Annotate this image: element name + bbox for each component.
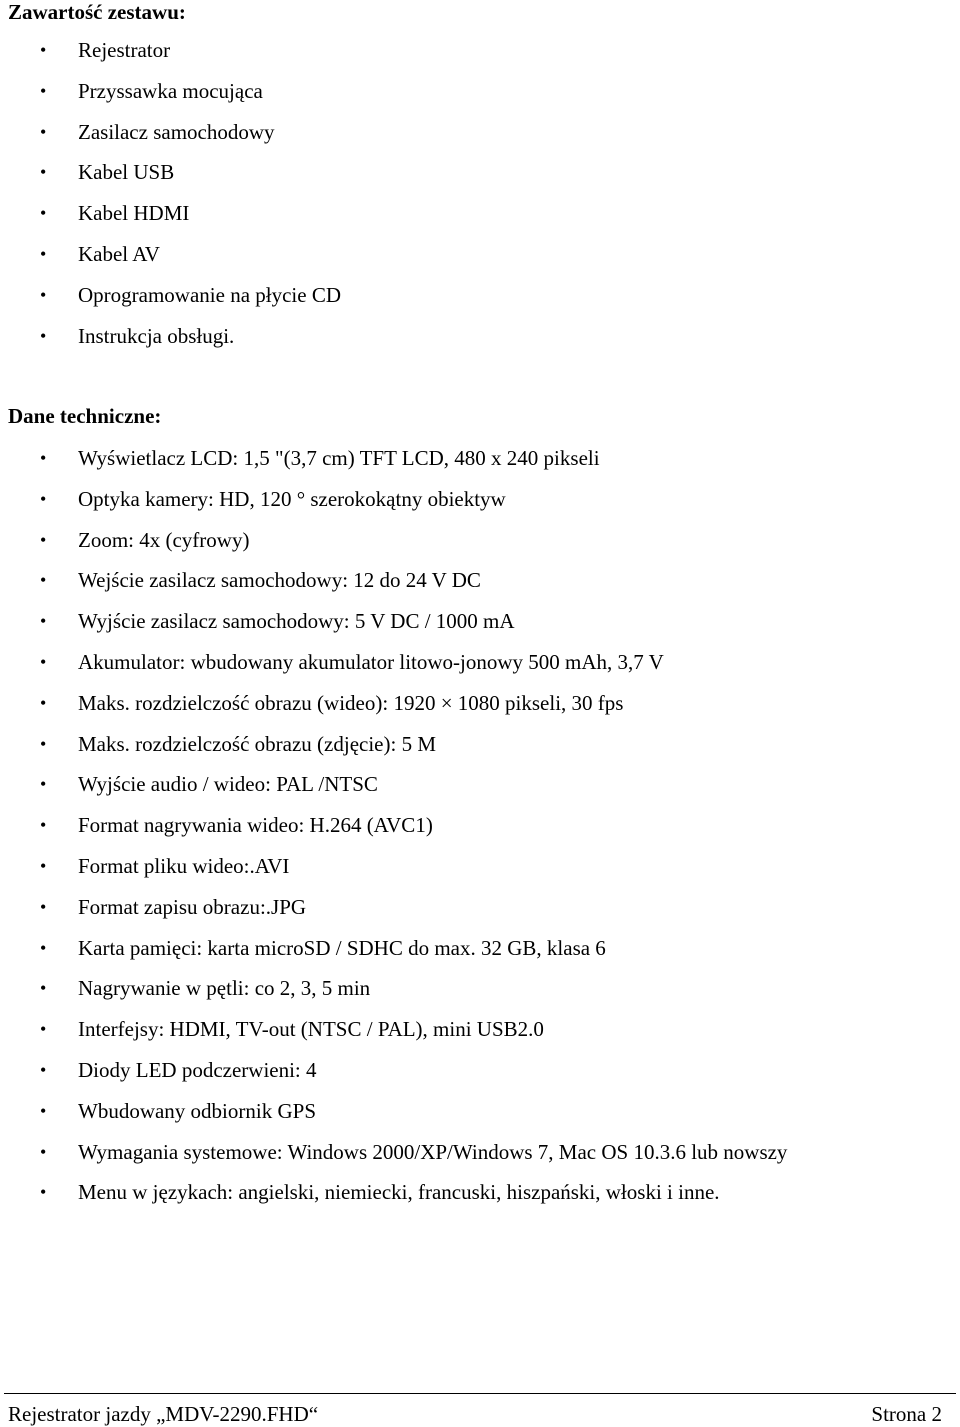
bullet-icon: • — [40, 855, 47, 876]
list-item-text: Format pliku wideo:.AVI — [78, 853, 290, 878]
bullet-icon: • — [40, 488, 47, 509]
list-item-text: Oprogramowanie na płycie CD — [78, 282, 342, 307]
list-item-text: Format zapisu obrazu:.JPG — [78, 894, 307, 919]
bullet-icon: • — [40, 1019, 47, 1040]
bullet-icon: • — [40, 815, 47, 836]
bullet-icon: • — [40, 1141, 47, 1162]
bullet-icon: • — [40, 978, 47, 999]
list-item-text: Nagrywanie w pętli: co 2, 3, 5 min — [78, 976, 371, 1001]
list-item-text: Instrukcja obsługi. — [78, 323, 235, 348]
bullet-icon: • — [40, 325, 47, 346]
bullet-icon: • — [40, 937, 47, 958]
list-item-text: Przyssawka mocująca — [78, 78, 263, 103]
list-item-text: Zoom: 4x (cyfrowy) — [78, 527, 250, 552]
list-item-text: Maks. rozdzielczość obrazu (zdjęcie): 5 M — [78, 731, 437, 756]
list-item-text: Interfejsy: HDMI, TV-out (NTSC / PAL), mini USB2.0 — [78, 1017, 544, 1042]
list-item-text: Wymagania systemowe: Windows 2000/XP/Windows 7, Mac OS 10.3.6 lub nowszy — [78, 1139, 788, 1164]
list-item-text: Zasilacz samochodowy — [78, 119, 275, 144]
footer-divider — [4, 1393, 956, 1394]
bullet-icon: • — [40, 896, 47, 917]
footer-page-number: Strona 2 — [871, 1402, 942, 1426]
bullet-icon: • — [40, 1059, 47, 1080]
bullet-icon: • — [40, 733, 47, 754]
list-item-text: Wbudowany odbiornik GPS — [78, 1098, 316, 1123]
bullet-icon: • — [40, 651, 47, 672]
list-item-text: Kabel AV — [78, 241, 160, 266]
contents-heading: Zawartość zestawu: — [8, 0, 186, 24]
list-item-text: Maks. rozdzielczość obrazu (wideo): 1920 × 1080 pikseli, 30 fps — [78, 690, 624, 715]
list-item-text: Menu w językach: angielski, niemiecki, francuski, hiszpański, włoski i inne. — [78, 1180, 720, 1205]
list-item-text: Wyświetlacz LCD: 1,5 "(3,7 cm) TFT LCD, 480 x 240 pikseli — [78, 446, 600, 470]
bullet-icon: • — [40, 611, 47, 632]
footer-document-title: Rejestrator jazdy „MDV-2290.FHD“ — [8, 1402, 319, 1426]
bullet-icon: • — [40, 40, 47, 60]
list-item-text: Wyjście zasilacz samochodowy: 5 V DC / 1000 mA — [78, 609, 515, 634]
list-item-text: Wyjście audio / wideo: PAL /NTSC — [78, 772, 378, 797]
bullet-icon: • — [40, 448, 47, 468]
bullet-icon: • — [40, 774, 47, 795]
list-item-text: Karta pamięci: karta microSD / SDHC do max. 32 GB, klasa 6 — [78, 935, 606, 960]
list-item-text: Akumulator: wbudowany akumulator litowo-jonowy 500 mAh, 3,7 V — [78, 649, 664, 674]
bullet-icon: • — [40, 162, 47, 183]
bullet-icon: • — [40, 529, 47, 550]
list-item-text: Kabel HDMI — [78, 201, 190, 226]
bullet-icon: • — [40, 121, 47, 142]
list-item-text: Rejestrator — [78, 38, 171, 62]
list-item-text: Wejście zasilacz samochodowy: 12 do 24 V DC — [78, 568, 481, 593]
bullet-icon: • — [40, 570, 47, 591]
specs-heading: Dane techniczne: — [8, 404, 162, 428]
bullet-icon: • — [40, 692, 47, 713]
bullet-icon: • — [40, 284, 47, 305]
list-item-text: Diody LED podczerwieni: 4 — [78, 1057, 317, 1082]
bullet-icon: • — [40, 1100, 47, 1121]
bullet-icon: • — [40, 243, 47, 264]
list-item-text: Optyka kamery: HD, 120 ° szerokokątny obiektyw — [78, 486, 506, 511]
bullet-icon: • — [40, 203, 47, 224]
list-item-text: Format nagrywania wideo: H.264 (AVC1) — [78, 813, 433, 838]
bullet-icon: • — [40, 80, 47, 101]
bullet-icon: • — [40, 1182, 47, 1203]
list-item-text: Kabel USB — [78, 160, 175, 185]
